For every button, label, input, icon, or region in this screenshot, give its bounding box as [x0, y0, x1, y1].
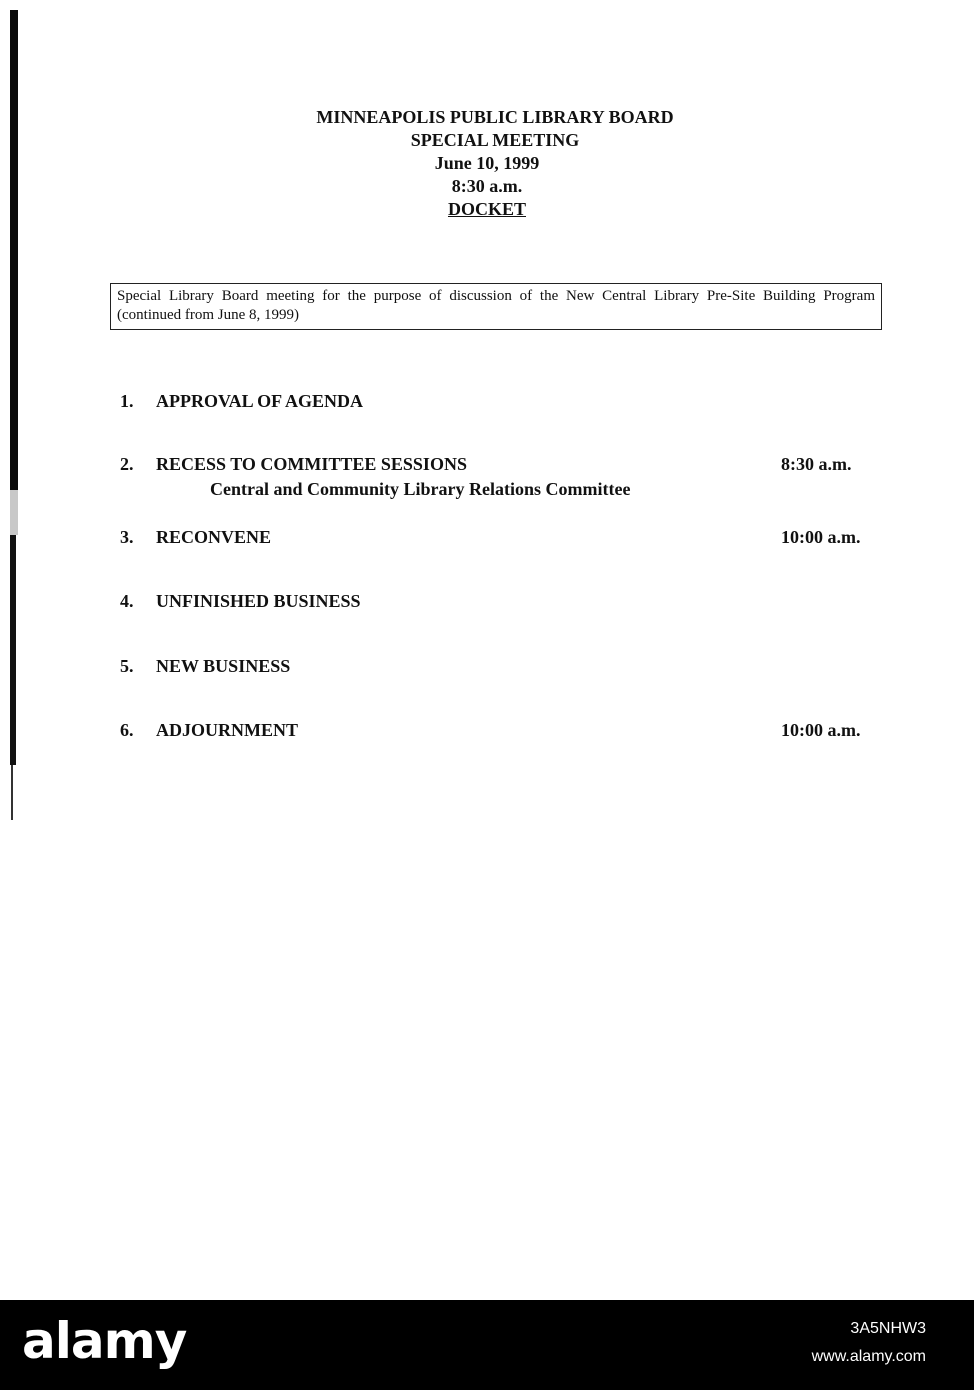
agenda-item-label: ADJOURNMENT [156, 720, 298, 740]
agenda-item-label: NEW BUSINESS [156, 656, 291, 676]
agenda-item-label: RECESS TO COMMITTEE SESSIONS [156, 454, 467, 474]
agenda-item-time: 10:00 a.m. [781, 527, 861, 547]
scan-edge-mark-lower [10, 535, 16, 765]
board-title: MINNEAPOLIS PUBLIC LIBRARY BOARD [316, 107, 674, 127]
meeting-time: 8:30 a.m. [451, 176, 523, 196]
site-url: www.alamy.com [811, 1348, 926, 1365]
scan-edge-mark [10, 10, 18, 490]
meeting-type: SPECIAL MEETING [410, 130, 580, 150]
agenda-item-number: 2. [120, 454, 134, 474]
agenda-item-time: 10:00 a.m. [781, 720, 861, 740]
brand-logo: alamy [22, 1312, 187, 1370]
image-id: 3A5NHW3 [850, 1320, 926, 1337]
agenda-item-subtitle: Central and Community Library Relations Committee [210, 479, 631, 499]
agenda-item-number: 4. [120, 591, 134, 611]
stock-watermark-bar [0, 1300, 974, 1390]
agenda-item-label: APPROVAL OF AGENDA [156, 391, 364, 411]
scan-edge-mark-thin [11, 765, 13, 820]
scan-edge-gap [10, 490, 18, 535]
agenda-item-number: 6. [120, 720, 134, 740]
agenda-item-number: 5. [120, 656, 134, 676]
agenda-item-label: UNFINISHED BUSINESS [156, 591, 361, 611]
agenda-item-number: 3. [120, 527, 134, 547]
agenda-item-time: 8:30 a.m. [781, 454, 852, 474]
meeting-date: June 10, 1999 [434, 153, 540, 173]
agenda-item-label: RECONVENE [156, 527, 272, 547]
docket-heading: DOCKET [447, 199, 526, 219]
meeting-purpose-notice: Special Library Board meeting for the purpose of discussion of the New Central Library Pre-Site Building Program (continued from June 8, 1999) [110, 283, 882, 330]
docket-header [0, 106, 974, 221]
agenda-item-number: 1. [120, 391, 134, 411]
